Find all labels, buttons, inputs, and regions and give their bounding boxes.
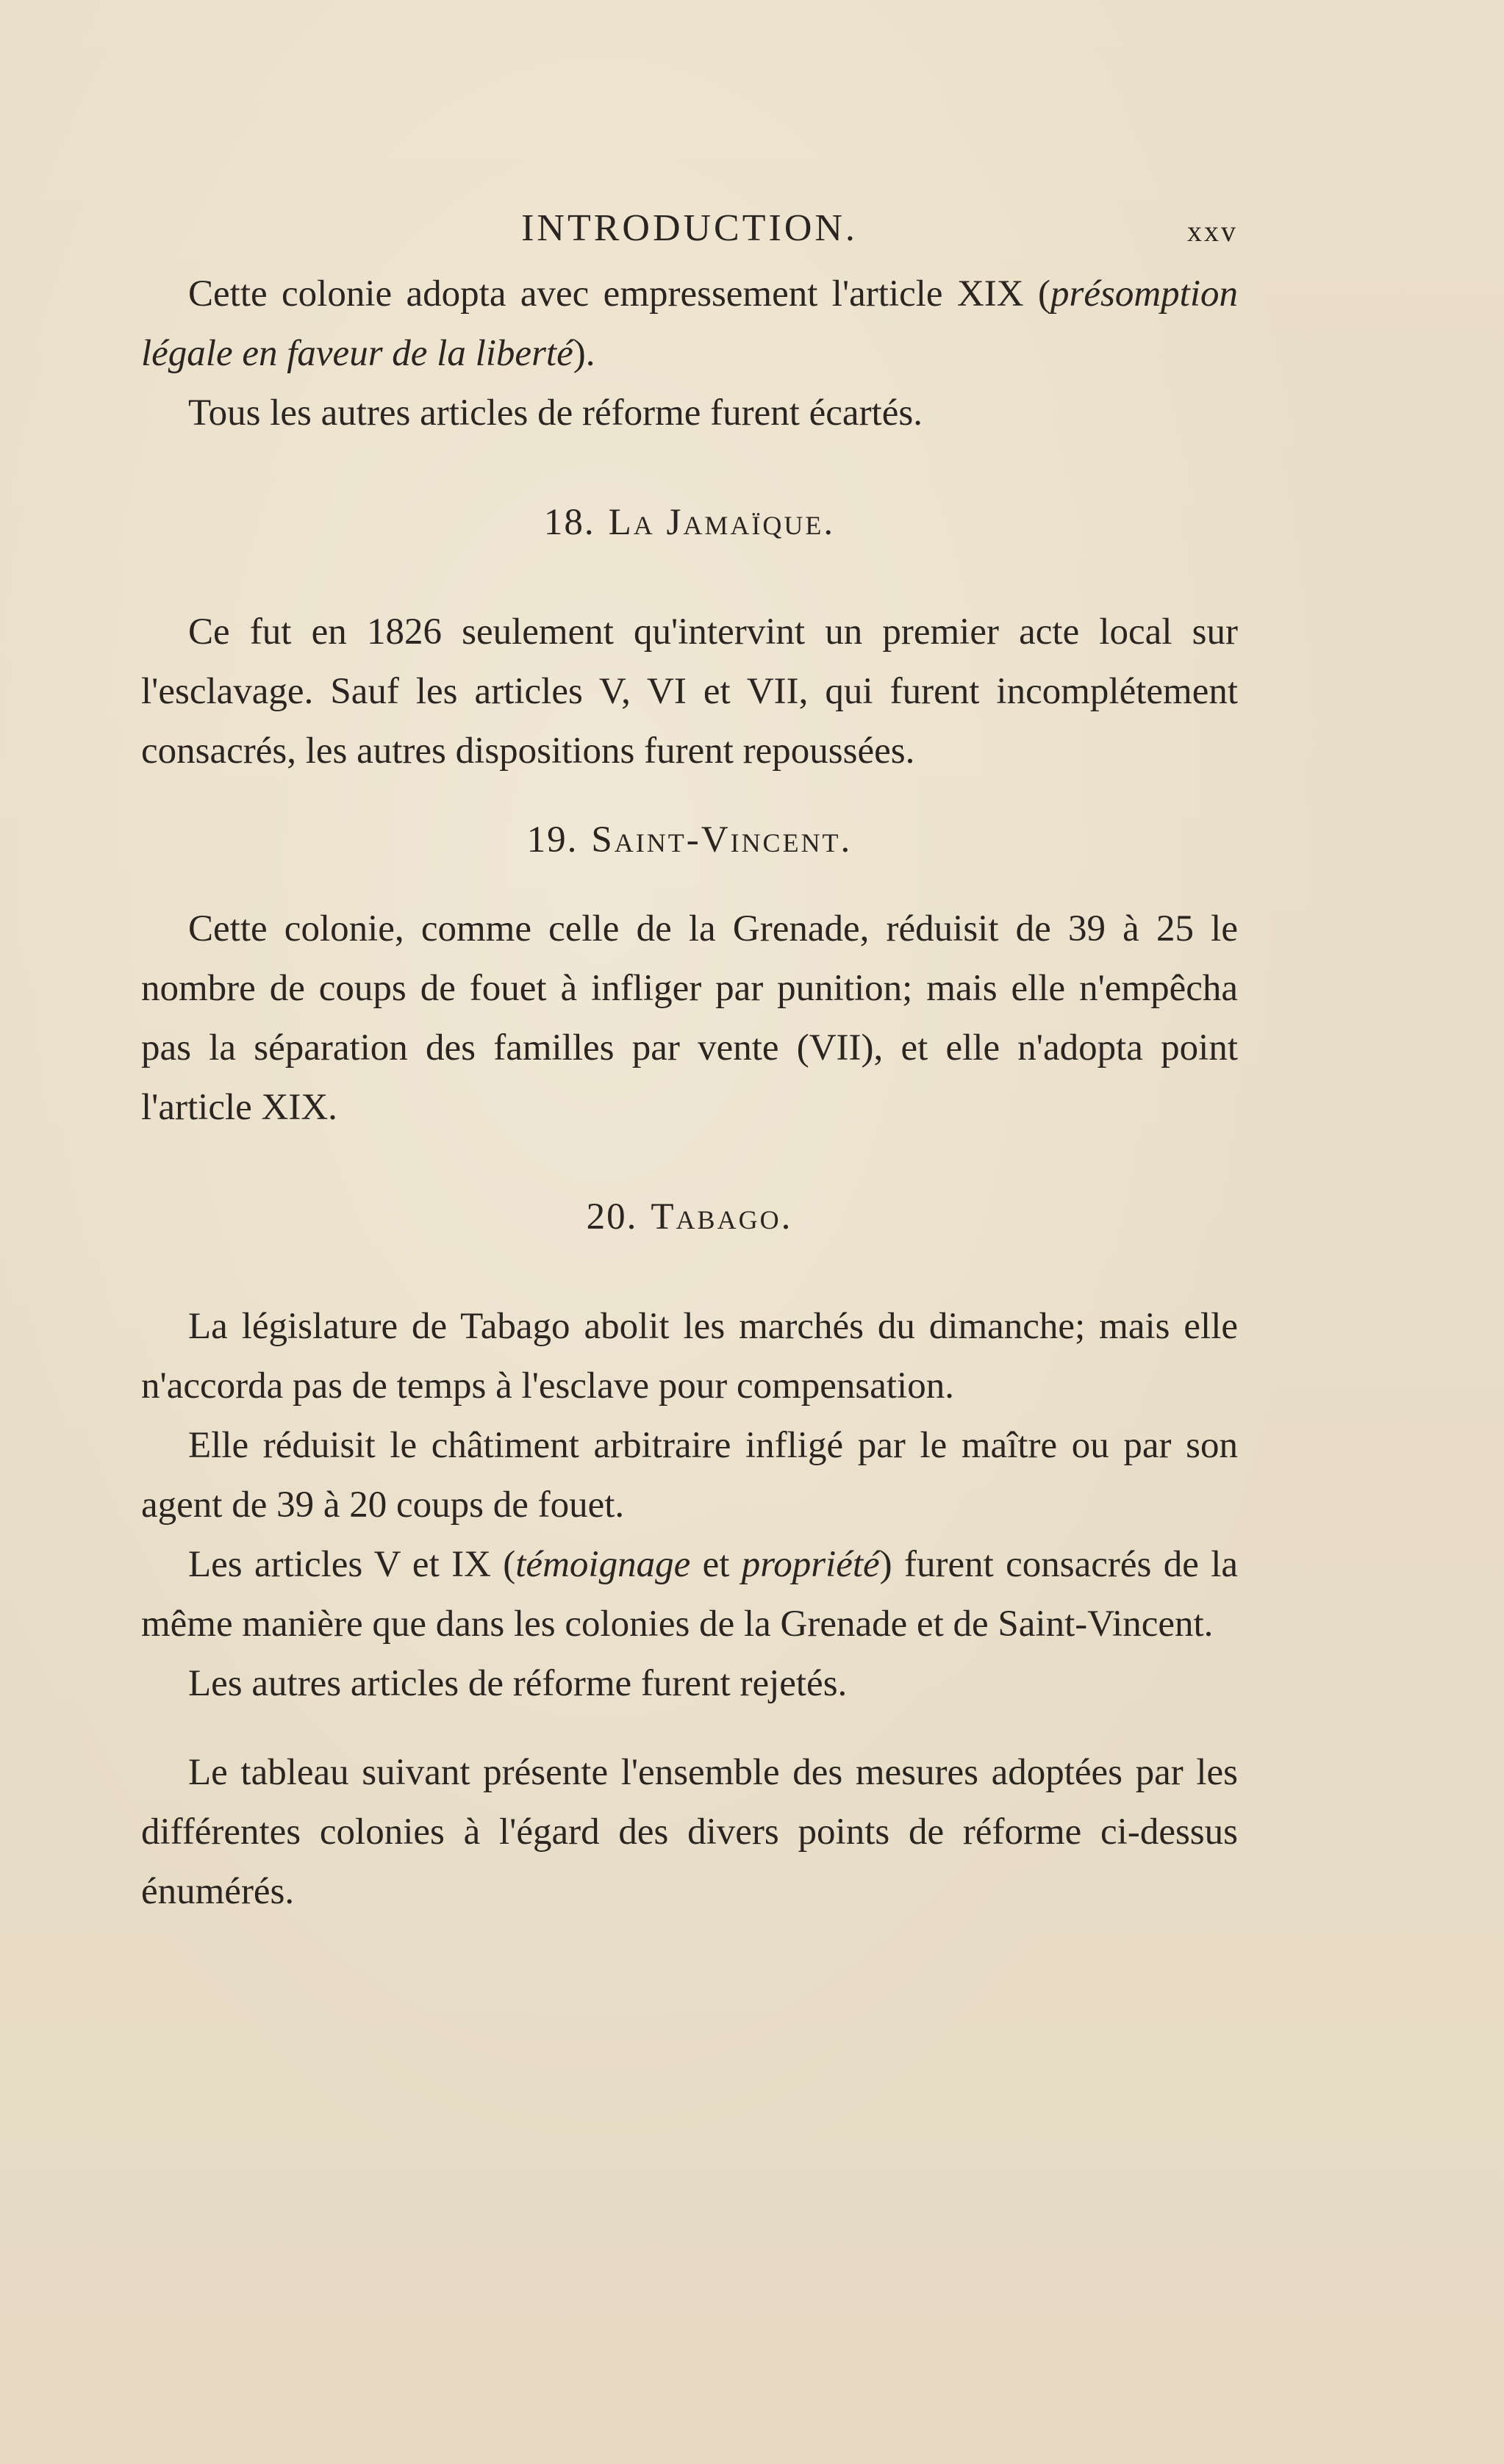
paragraph-text: Cette colonie adopta avec empressement l'article XIX [188, 273, 1024, 315]
paragraph-closing: Le tableau suivant présente l'ensemble des mesures adoptées par les différentes colonies à l'égard des divers points de réforme ci-dessus énumérés. [141, 1752, 1238, 1912]
paragraph-tabago-3 [141, 1535, 1238, 1654]
running-title: INTRODUCTION. [521, 207, 858, 249]
section-number: 19. [526, 819, 579, 861]
paragraph-text: Les articles V et IX ( [188, 1544, 516, 1585]
section-number: 18. [543, 502, 595, 543]
paragraph-tabago-4: Les autres articles de réforme furent rejetés. [188, 1663, 848, 1704]
section-heading-20 [141, 1188, 1238, 1247]
page-number: xxv [1187, 215, 1238, 248]
paragraph-jamaique: Ce fut en 1826 seulement qu'intervint un premier acte local sur l'esclavage. Sauf les articles V, VI et VII, qui furent incomplétement consacrés, les autres dispositions furent repoussées. [141, 611, 1238, 772]
paragraph-other-articles: Tous les autres articles de réforme furent écartés. [188, 392, 923, 434]
paren-open: ( [1038, 273, 1050, 315]
section-title: La Jamaïque. [608, 502, 836, 543]
italic-phrase: présomption légale en faveur de la liberté [141, 273, 1238, 374]
paragraph-saint-vincent: Cette colonie, comme celle de la Grenade, réduisit de 39 à 25 le nombre de coups de fouet à infliger par punition; mais elle n'empêcha pas la séparation des familles par vente (VII), et elle n'adopta point l'article XIX. [141, 908, 1238, 1128]
paragraph-tabago-2: Elle réduisit le châtiment arbitraire infligé par le maître ou par son agent de 39 à 20 coups de fouet. [141, 1425, 1238, 1526]
section-heading-18 [141, 493, 1238, 553]
section-title: Saint-Vincent. [591, 819, 853, 861]
paragraph-text: ) furent consacrés de la même manière que dans les colonies de la Grenade et de Saint-Vincent. [141, 1544, 1239, 1645]
running-head [141, 198, 1238, 265]
section-number: 20. [586, 1196, 638, 1238]
italic-word-temoignage: témoignage [515, 1544, 691, 1585]
text-block [141, 198, 1238, 1922]
paragraph-text: et [690, 1544, 742, 1585]
italic-word-propriete: propriété [741, 1544, 880, 1585]
paragraph-tabago-1: La législature de Tabago abolit les marchés du dimanche; mais elle n'accorda pas de temps à l'esclave pour compensation. [141, 1306, 1238, 1407]
section-heading-19 [141, 811, 1238, 870]
paren-close: ). [573, 333, 595, 374]
section-title: Tabago. [651, 1196, 793, 1238]
paragraph-article-xix [141, 265, 1238, 384]
